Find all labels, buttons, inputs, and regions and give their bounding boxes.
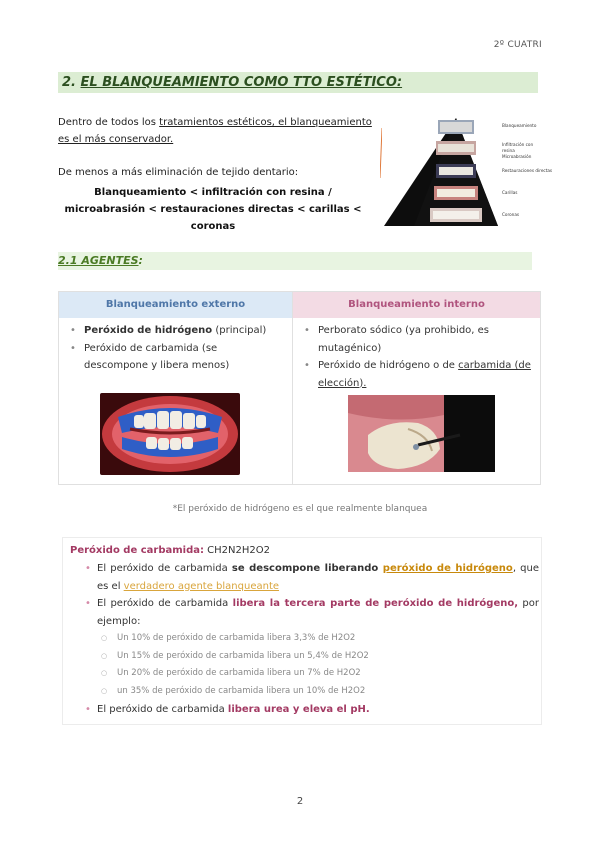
external-agents-list [67,322,282,375]
pyramid-label-2: Infiltración con resina Microabrasión [502,142,534,159]
agent-text: Peróxido de carbamida (se descompone y libera menos) [84,342,230,371]
intro-underlined-text: tratamientos estéticos, el blanqueamiento es el más conservador. [58,117,372,145]
carbamide-title-bold: Peróxido de carbamida: [70,545,204,556]
point-emphasis: libera urea y eleva el pH. [227,704,370,715]
point-text: , que es el [97,563,540,592]
table-header-internal: Blanqueamiento interno [293,292,540,318]
conversion-examples [97,630,537,700]
pyramid-label-4: Carillas [502,190,518,195]
list-item: ○ Un 10% de peróxido de carbamida libera 3,3% de H2O2 [97,630,537,648]
point-text: El peróxido de carbamida [97,563,232,574]
header-tag: 2º CUATRI [493,40,542,50]
internal-whitening-photo [348,395,495,472]
pyramid-label-5: Coronas [502,212,520,217]
page-number: 2 [296,796,304,807]
table-divider [292,292,293,484]
list-item: ○ Un 15% de peróxido de carbamida libera un 5,4% de H2O2 [97,648,537,666]
pyramid-label-3: Restauraciones directas [502,168,553,173]
subsection-heading [58,252,532,270]
mouth-photo-graphic [100,393,240,475]
internal-agents-list [301,322,533,392]
order-sequence: Blanqueamiento < infiltración con resina / microabrasión < restauraciones directas < carillas < coronas [64,187,362,232]
list-item [79,701,539,719]
subsection-title: 2.1 AGENTES [58,254,139,267]
external-whitening-photo [100,393,240,475]
list-item [67,322,282,340]
list-item [301,322,533,357]
point-text: El peróxido de carbamida [97,598,233,609]
list-item [67,340,282,375]
intro-text: Dentro de todos los [58,117,160,128]
table-header-external: Blanqueamiento externo [59,292,292,318]
carbamide-title [70,545,270,556]
list-item: ○ Un 20% de peróxido de carbamida libera un 7% de H2O2 [97,665,537,683]
section-number: 2. [62,75,76,90]
point-bold: se descompone liberando [231,563,383,574]
agent-name-bold: Peróxido de hidrógeno [84,325,213,336]
agent-underlined-text: carbamida (de elección). [318,360,531,389]
point-text: El peróxido de carbamida [97,704,228,715]
list-item [79,560,539,595]
section-heading [58,72,538,93]
order-intro: De menos a más eliminación de tejido dentario: [58,167,299,178]
carbamide-points-2 [79,701,539,719]
agent-text: Peróxido de hidrógeno o de [318,360,459,371]
list-item [301,357,533,392]
carbamide-formula: CH2N2H2O2 [204,545,271,556]
point-text: por ejemplo: [97,598,539,627]
point-emphasis: libera la tercera parte de peróxido de hidrógeno, [232,598,519,609]
agent-text: Perborato sódico (ya prohibido, es mutagénico) [318,325,490,354]
pointer-line [380,128,382,178]
subsection-colon: : [138,254,143,267]
intro-paragraph [58,114,378,148]
carbamide-points [79,560,539,630]
section-title: EL BLANQUEAMIENTO COMO TTO ESTÉTICO: [80,75,403,90]
footnote: *El peróxido de hidrógeno es el que realmente blanquea [172,504,428,514]
point-highlight-2: verdadero agente blanqueante [123,580,280,592]
list-item [79,595,539,630]
list-item: ○ un 35% de peróxido de carbamida libera un 10% de H2O2 [97,683,537,701]
tooth-photo-graphic [348,395,495,472]
treatment-pyramid-image [384,116,553,228]
point-highlight: peróxido de hidrógeno [382,563,513,574]
agent-note: (principal) [212,325,267,336]
pyramid-label-1: Blanqueamiento [502,123,537,128]
